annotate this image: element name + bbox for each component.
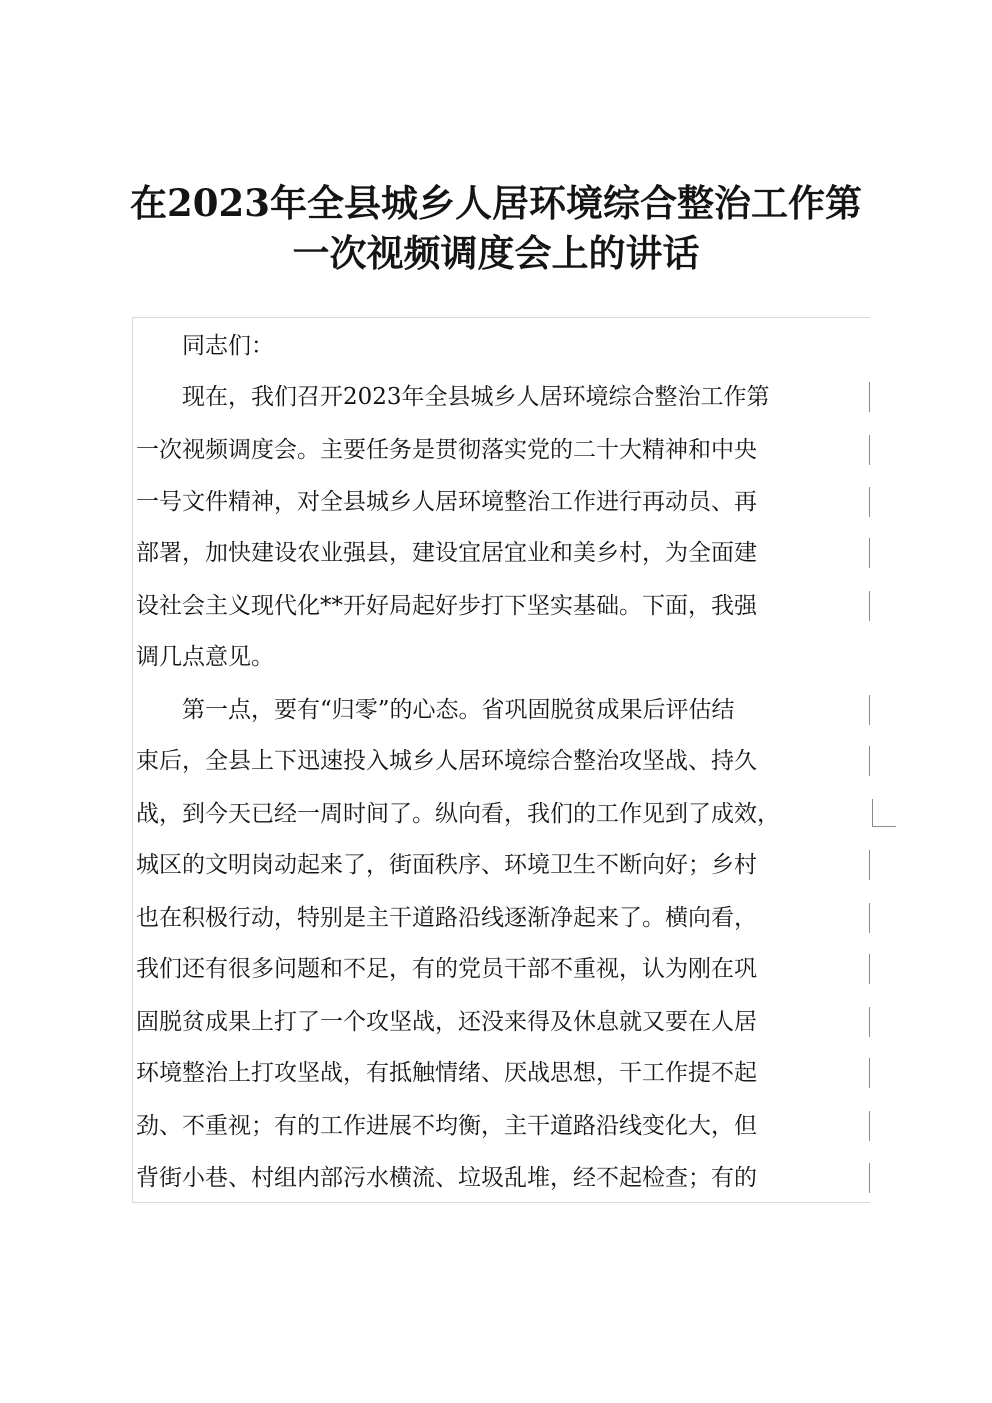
body-line-6: 设社会主义现代化**开好局起好步打下坚实基础。下面，我强 bbox=[136, 593, 757, 619]
body-line-1: 同志们： bbox=[136, 333, 274, 359]
line-end-marker bbox=[869, 538, 870, 568]
line-end-marker bbox=[869, 1058, 870, 1088]
line-end-marker bbox=[869, 695, 870, 725]
line-end-marker bbox=[869, 746, 870, 776]
body-line-4: 一号文件精神，对全县城乡人居环境整治工作进行再动员、再 bbox=[136, 489, 757, 515]
body-line-2: 现在，我们召开2023年全县城乡人居环境综合整治工作第 bbox=[136, 384, 770, 410]
line-end-marker bbox=[869, 382, 870, 412]
body-line-14: 固脱贫成果上打了一个攻坚战，还没来得及休息就又要在人居 bbox=[136, 1009, 757, 1035]
line-end-marker bbox=[869, 591, 870, 621]
body-line-5: 部署，加快建设农业强县，建设宜居宜业和美乡村，为全面建 bbox=[136, 540, 757, 566]
line-end-marker bbox=[869, 850, 870, 880]
body-line-11: 城区的文明岗动起来了，街面秩序、环境卫生不断向好；乡村 bbox=[136, 852, 757, 878]
body-line-8: 第一点，要有“归零”的心态。省巩固脱贫成果后评估结 bbox=[136, 697, 735, 723]
body-line-10: 战，到今天已经一周时间了。纵向看，我们的工作见到了成效， bbox=[136, 801, 780, 827]
title-line-1: 在2023年全县城乡人居环境综合整治工作第 bbox=[130, 181, 862, 225]
body-line-3: 一次视频调度会。主要任务是贯彻落实党的二十大精神和中央 bbox=[136, 437, 757, 463]
line-end-marker bbox=[869, 435, 870, 465]
body-line-16: 劲、不重视；有的工作进展不均衡，主干道路沿线变化大，但 bbox=[136, 1113, 757, 1139]
line-end-marker bbox=[869, 1111, 870, 1141]
body-line-12: 也在积极行动，特别是主干道路沿线逐渐净起来了。横向看， bbox=[136, 905, 757, 931]
body-line-13: 我们还有很多问题和不足，有的党员干部不重视，认为刚在巩 bbox=[136, 956, 757, 982]
line-end-marker bbox=[869, 487, 870, 517]
line-end-marker bbox=[869, 1163, 870, 1193]
body-line-15: 环境整治上打攻坚战，有抵触情绪、厌战思想，干工作提不起 bbox=[136, 1060, 757, 1086]
document-title bbox=[100, 178, 892, 278]
overflow-marker bbox=[872, 799, 896, 827]
title-line-2: 一次视频调度会上的讲话 bbox=[292, 231, 700, 275]
line-end-marker bbox=[869, 954, 870, 984]
line-end-marker bbox=[869, 1007, 870, 1037]
body-line-9: 束后，全县上下迅速投入城乡人居环境综合整治攻坚战、持久 bbox=[136, 748, 757, 774]
line-end-marker bbox=[869, 903, 870, 933]
body-line-17: 背街小巷、村组内部污水横流、垃圾乱堆，经不起检查；有的 bbox=[136, 1165, 757, 1191]
body-line-7: 调几点意见。 bbox=[136, 644, 274, 670]
